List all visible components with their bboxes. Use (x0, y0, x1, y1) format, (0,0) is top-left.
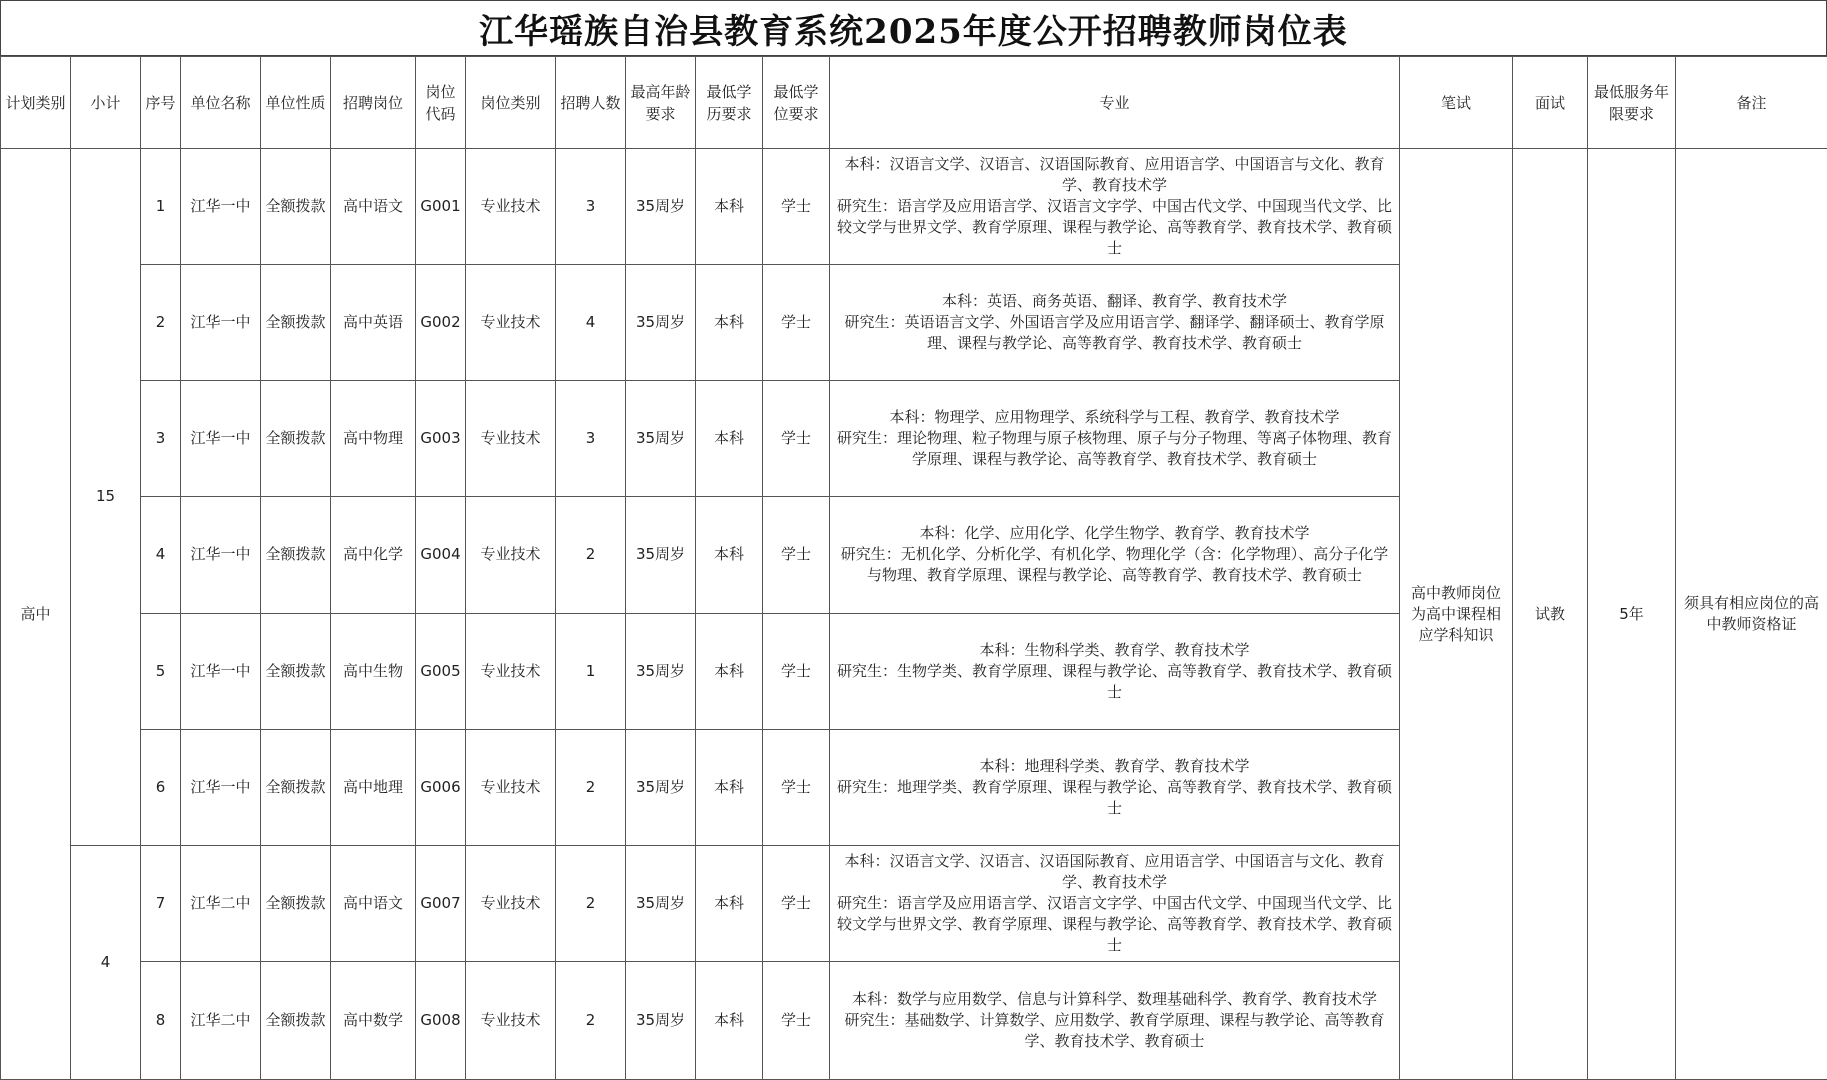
seq-cell: 1 (141, 149, 181, 265)
interview-cell: 试教 (1513, 149, 1588, 1080)
header-max-age: 最高年龄要求 (626, 57, 696, 149)
age-cell: 35周岁 (626, 497, 696, 613)
position-cell: 高中数学 (331, 961, 416, 1079)
degree-cell: 学士 (763, 497, 830, 613)
header-subtotal: 小计 (71, 57, 141, 149)
major-cell (830, 381, 1400, 497)
category-cell: 专业技术 (466, 845, 556, 961)
seq-cell: 3 (141, 381, 181, 497)
code-cell: G004 (416, 497, 466, 613)
code-cell: G001 (416, 149, 466, 265)
category-cell: 专业技术 (466, 265, 556, 381)
degree-cell: 学士 (763, 961, 830, 1079)
subtotal-cell: 4 (71, 845, 141, 1079)
age-cell: 35周岁 (626, 613, 696, 729)
seq-cell: 4 (141, 497, 181, 613)
header-code: 岗位代码 (416, 57, 466, 149)
major-undergrad: 本科：地理科学类、教育学、教育技术学 (979, 756, 1250, 775)
position-cell: 高中语文 (331, 149, 416, 265)
age-cell: 35周岁 (626, 265, 696, 381)
major-undergrad: 本科：化学、应用化学、化学生物学、教育学、教育技术学 (919, 524, 1310, 543)
degree-cell: 学士 (763, 845, 830, 961)
major-undergrad: 本科：汉语言文学、汉语言、汉语国际教育、应用语言学、中国语言与文化、教育学、教育技术学 (844, 851, 1385, 891)
major-undergrad: 本科：英语、商务英语、翻译、教育学、教育技术学 (941, 292, 1287, 311)
code-cell: G007 (416, 845, 466, 961)
header-written-exam: 笔试 (1400, 57, 1513, 149)
major-postgrad: 研究生：语言学及应用语言学、汉语言文字学、中国古代文学、中国现当代文学、比较文学与世界文学、教育学原理、课程与教学论、高等教育学、教育技术学、教育硕士 (836, 197, 1392, 258)
degree-cell: 学士 (763, 265, 830, 381)
title-bar (0, 0, 1827, 56)
header-category: 岗位类别 (466, 57, 556, 149)
major-postgrad: 研究生：无机化学、分析化学、有机化学、物理化学（含：化学物理）、高分子化学与物理、教育学原理、课程与教学论、高等教育学、教育技术学、教育硕士 (840, 545, 1389, 585)
position-cell: 高中生物 (331, 613, 416, 729)
category-cell: 专业技术 (466, 613, 556, 729)
seq-cell: 8 (141, 961, 181, 1079)
unit-cell: 江华二中 (181, 961, 261, 1079)
position-cell: 高中物理 (331, 381, 416, 497)
min-service-cell: 5年 (1588, 149, 1676, 1080)
nature-cell: 全额拨款 (261, 497, 331, 613)
count-cell: 3 (556, 381, 626, 497)
edu-cell: 本科 (696, 613, 763, 729)
major-undergrad: 本科：生物科学类、教育学、教育技术学 (979, 640, 1250, 659)
unit-cell: 江华一中 (181, 149, 261, 265)
position-cell: 高中地理 (331, 729, 416, 845)
degree-cell: 学士 (763, 729, 830, 845)
nature-cell: 全额拨款 (261, 729, 331, 845)
count-cell: 1 (556, 613, 626, 729)
category-cell: 专业技术 (466, 381, 556, 497)
nature-cell: 全额拨款 (261, 381, 331, 497)
category-cell: 专业技术 (466, 729, 556, 845)
remarks-cell: 须具有相应岗位的高中教师资格证 (1676, 149, 1827, 1080)
major-cell (830, 149, 1400, 265)
count-cell: 2 (556, 845, 626, 961)
code-cell: G006 (416, 729, 466, 845)
age-cell: 35周岁 (626, 729, 696, 845)
major-postgrad: 研究生：生物学类、教育学原理、课程与教学论、高等教育学、教育技术学、教育硕士 (836, 661, 1392, 701)
header-count: 招聘人数 (556, 57, 626, 149)
header-min-edu: 最低学历要求 (696, 57, 763, 149)
header-plan-type: 计划类别 (1, 57, 71, 149)
plan-type-cell: 高中 (1, 149, 71, 1080)
nature-cell: 全额拨款 (261, 149, 331, 265)
major-postgrad: 研究生：理论物理、粒子物理与原子核物理、原子与分子物理、等离子体物理、教育学原理、课程与教学论、高等教育学、教育技术学、教育硕士 (836, 429, 1392, 469)
header-row (1, 57, 1827, 149)
code-cell: G005 (416, 613, 466, 729)
seq-cell: 6 (141, 729, 181, 845)
edu-cell: 本科 (696, 381, 763, 497)
major-cell (830, 845, 1400, 961)
edu-cell: 本科 (696, 729, 763, 845)
major-postgrad: 研究生：地理学类、教育学原理、课程与教学论、高等教育学、教育技术学、教育硕士 (836, 777, 1392, 817)
header-position: 招聘岗位 (331, 57, 416, 149)
edu-cell: 本科 (696, 265, 763, 381)
major-cell (830, 729, 1400, 845)
unit-cell: 江华一中 (181, 497, 261, 613)
header-min-service: 最低服务年限要求 (1588, 57, 1676, 149)
degree-cell: 学士 (763, 149, 830, 265)
age-cell: 35周岁 (626, 961, 696, 1079)
header-remarks: 备注 (1676, 57, 1827, 149)
count-cell: 2 (556, 729, 626, 845)
count-cell: 2 (556, 961, 626, 1079)
major-cell (830, 961, 1400, 1079)
degree-cell: 学士 (763, 613, 830, 729)
header-unit-name: 单位名称 (181, 57, 261, 149)
unit-cell: 江华二中 (181, 845, 261, 961)
table-row (1, 149, 1827, 265)
nature-cell: 全额拨款 (261, 265, 331, 381)
header-min-degree: 最低学位要求 (763, 57, 830, 149)
count-cell: 4 (556, 265, 626, 381)
subtotal-cell: 15 (71, 149, 141, 846)
header-seq: 序号 (141, 57, 181, 149)
unit-cell: 江华一中 (181, 613, 261, 729)
header-major: 专业 (830, 57, 1400, 149)
major-postgrad: 研究生：英语语言文学、外国语言学及应用语言学、翻译学、翻译硕士、教育学原理、课程与教学论、高等教育学、教育技术学、教育硕士 (844, 313, 1385, 353)
recruitment-table (0, 56, 1827, 1080)
category-cell: 专业技术 (466, 497, 556, 613)
seq-cell: 5 (141, 613, 181, 729)
code-cell: G002 (416, 265, 466, 381)
header-unit-nature: 单位性质 (261, 57, 331, 149)
count-cell: 2 (556, 497, 626, 613)
edu-cell: 本科 (696, 845, 763, 961)
nature-cell: 全额拨款 (261, 845, 331, 961)
major-postgrad: 研究生：基础数学、计算数学、应用数学、教育学原理、课程与教学论、高等教育学、教育技术学、教育硕士 (844, 1010, 1385, 1050)
seq-cell: 7 (141, 845, 181, 961)
position-cell: 高中语文 (331, 845, 416, 961)
category-cell: 专业技术 (466, 961, 556, 1079)
major-postgrad: 研究生：语言学及应用语言学、汉语言文字学、中国古代文学、中国现当代文学、比较文学与世界文学、教育学原理、课程与教学论、高等教育学、教育技术学、教育硕士 (836, 893, 1392, 954)
category-cell: 专业技术 (466, 149, 556, 265)
major-undergrad: 本科：数学与应用数学、信息与计算科学、数理基础科学、教育学、教育技术学 (851, 989, 1377, 1008)
written-exam-cell: 高中教师岗位为高中课程相应学科知识 (1400, 149, 1513, 1080)
unit-cell: 江华一中 (181, 381, 261, 497)
major-cell (830, 497, 1400, 613)
seq-cell: 2 (141, 265, 181, 381)
major-undergrad: 本科：物理学、应用物理学、系统科学与工程、教育学、教育技术学 (889, 408, 1340, 427)
nature-cell: 全额拨款 (261, 961, 331, 1079)
major-cell (830, 265, 1400, 381)
age-cell: 35周岁 (626, 149, 696, 265)
major-undergrad: 本科：汉语言文学、汉语言、汉语国际教育、应用语言学、中国语言与文化、教育学、教育技术学 (844, 155, 1385, 195)
edu-cell: 本科 (696, 149, 763, 265)
count-cell: 3 (556, 149, 626, 265)
age-cell: 35周岁 (626, 845, 696, 961)
unit-cell: 江华一中 (181, 729, 261, 845)
age-cell: 35周岁 (626, 381, 696, 497)
nature-cell: 全额拨款 (261, 613, 331, 729)
header-interview: 面试 (1513, 57, 1588, 149)
unit-cell: 江华一中 (181, 265, 261, 381)
degree-cell: 学士 (763, 381, 830, 497)
edu-cell: 本科 (696, 497, 763, 613)
position-cell: 高中化学 (331, 497, 416, 613)
position-cell: 高中英语 (331, 265, 416, 381)
code-cell: G008 (416, 961, 466, 1079)
edu-cell: 本科 (696, 961, 763, 1079)
page-title: 江华瑶族自治县教育系统2025年度公开招聘教师岗位表 (479, 11, 1348, 52)
code-cell: G003 (416, 381, 466, 497)
major-cell (830, 613, 1400, 729)
